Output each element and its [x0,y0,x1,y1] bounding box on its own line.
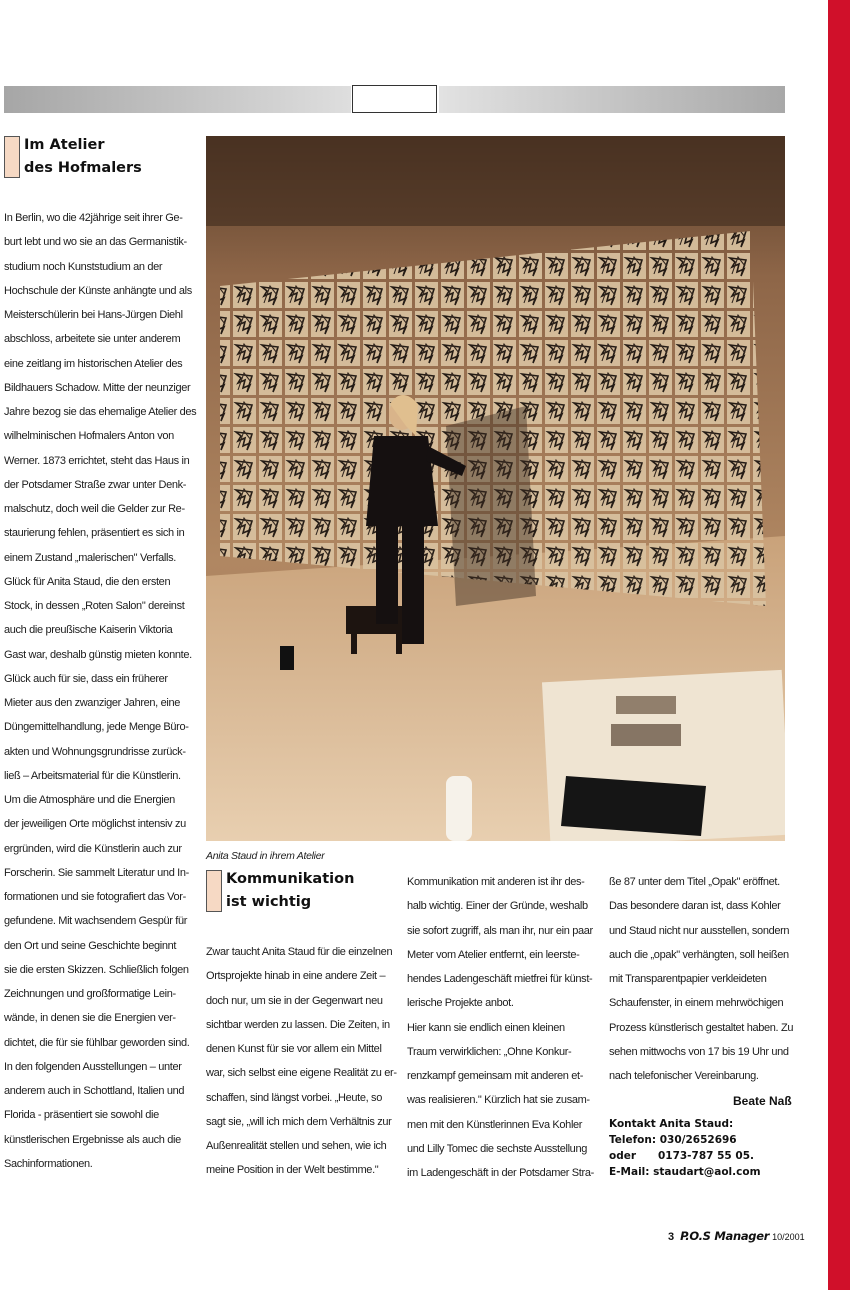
text-line: sagt sie, „will ich mich dem Verhältnis zur [206,1115,392,1128]
text-line: burt lebt und wo sie an das Germanistik- [4,236,187,249]
text-line: Traum verwirklichen: „Ohne Konkur- [407,1045,572,1058]
text-line: men mit den Künstlerinnen Eva Kohler [407,1118,583,1131]
text-line: Zeichnungen und großformatige Lein- [4,988,176,1000]
text-line: halb wichtig. Einer der Gründe, weshalb [407,900,588,913]
text-line: ße 87 unter dem Titel „Opak" eröffnet. [609,876,780,888]
headline-line: des Hofmalers [24,160,142,176]
text-line: In Berlin, wo die 42jährige seit ihrer Ge- [4,212,183,224]
text-line: doch nur, um sie in der Gegenwart neu [206,994,383,1007]
text-line: denen Kunst für sie vor allem ein Mittel [206,1043,382,1055]
text-line: sie die ersten Skizzen. Schließlich folgen [4,963,189,976]
text-line: Werner. 1873 errichtet, steht das Haus in [4,454,190,467]
text-line: Ortsprojekte hinab in eine andere Zeit – [206,970,386,983]
text-line: Außenrealität stellen und sehen, wie ich [206,1140,387,1152]
author-byline: Beate Naß [733,1094,792,1108]
text-line: Kontakt Anita Staud: [609,1118,734,1130]
headline-atelier [4,134,142,180]
text-line: malschutz, doch weil die Gelder zur Re- [4,503,185,515]
text-line: und Staud nicht nur ausstellen, sondern [609,924,790,937]
text-line: gefundene. Mit wachsendem Gespür für [4,915,188,928]
text-line: meine Position in der Welt bestimme." [206,1164,379,1177]
text-line: nach telefonischer Vereinbarung. [609,1070,759,1082]
text-line: studium noch Kunststudium an der [4,260,163,273]
text-line: eine zeitlang im historischen Atelier des [4,357,183,370]
text-line: Hochschule der Künste anhängte und als [4,284,192,297]
text-line: wilhelminischen Hofmalers Anton von [4,430,174,443]
article-column-2 [206,940,402,1183]
text-line: auch die „opak" verhängten, soll heißen [609,948,789,961]
text-line: anderem auch in Schottland, Italien und [4,1085,185,1097]
text-line: renzkampf gemeinsam mit anderen et- [407,1070,584,1082]
text-line: Meter vom Atelier entfernt, ein leerste- [407,948,580,961]
text-line: E-Mail: staudart@aol.com [609,1166,761,1178]
text-line: sehen mittwochs von 17 bis 19 Uhr und [609,1045,789,1058]
text-line: abschloss, arbeitete sie unter anderem [4,333,181,346]
text-line: Kommunikation mit anderen ist ihr des- [407,876,585,888]
header-gradient-right [439,86,785,113]
issue-number: 10/2001 [772,1232,805,1242]
text-line: dichtet, die für sie fühlbar geworden sind. [4,1036,190,1049]
photo-caption: Anita Staud in ihrem Atelier [206,850,325,862]
headline-kommunikation [206,868,354,914]
article-column-3 [407,870,603,1185]
text-line: war, sich selbst eine eigene Realität zu er- [206,1067,397,1080]
contact-info [609,1116,761,1180]
text-line: sichtbar werden zu lassen. Die Zeiten, in [206,1018,390,1031]
text-line: schaffen, sind längst vorbei. „Heute, so [206,1091,382,1104]
headline-line: Kommunikation [226,871,355,887]
text-line: künstlerischen Ergebnisse als auch die [4,1133,181,1146]
header-gradient-left [4,86,351,113]
text-line: lerische Projekte anbot. [407,997,514,1010]
article-column-4 [609,870,799,1088]
text-line: Glück auch für sie, dass ein früherer [4,672,168,685]
text-line: den Ort und seine Geschichte beginnt [4,939,177,952]
magazine-name: P.O.S Manager [680,1229,770,1243]
text-line: hendes Ladengeschäft mietfrei für künst- [407,973,593,985]
text-line: Stock, in dessen „Roten Salon" dereinst [4,600,185,612]
headline-marker [4,136,20,178]
text-line: Prozess künstlerisch gestaltet haben. Zu [609,1021,794,1034]
text-line: Glück für Anita Staud, die den ersten [4,575,171,588]
headline-line: ist wichtig [226,894,312,910]
text-line: Zwar taucht Anita Staud für die einzelnen [206,946,393,958]
text-line: Düngemittelhandlung, jede Menge Büro- [4,721,189,734]
text-line: im Ladengeschäft in der Potsdamer Stra- [407,1167,594,1179]
page-footer [668,1229,805,1243]
text-line: Schaufenster, in einem mehrwöchigen [609,997,784,1010]
text-line: mit Transparentpapier verkleideten [609,973,767,985]
header-box [352,85,437,113]
text-line: Das besondere daran ist, dass Kohler [609,900,781,913]
text-line: Bildhauers Schadow. Mitte der neunziger [4,381,191,394]
text-line: sie sofort zugriff, als man ihr, nur ein paar [407,924,593,937]
atelier-photo [206,136,785,841]
text-line: staurierung fehlen, präsentiert es sich in [4,527,185,540]
text-line: Jahre bezog sie das ehemalige Atelier des [4,406,197,418]
text-line: Meisterschülerin bei Hans-Jürgen Diehl [4,309,183,321]
text-line: Um die Atmosphäre und die Energien [4,794,175,806]
page-number: 3 [668,1231,675,1243]
text-line: ließ – Arbeitsmaterial für die Künstlerin. [4,769,181,782]
text-line: Sachinformationen. [4,1157,93,1170]
text-line: oder 0173-787 55 05. [609,1150,754,1162]
text-line: was realisieren." Kürzlich hat sie zusam- [407,1094,590,1107]
text-line: Telefon: 030/2652696 [609,1134,737,1146]
text-line: Hier kann sie endlich einen kleinen [407,1021,565,1034]
text-line: und Lilly Tomec die sechste Ausstellung [407,1142,587,1155]
text-line: Mieter aus den zwanziger Jahren, eine [4,697,180,709]
text-line: akten und Wohnungsgrundrisse zurück- [4,745,186,758]
text-line: Forscherin. Sie sammelt Literatur und In- [4,866,189,879]
text-line: einem Zustand „malerischen" Verfalls. [4,551,176,564]
article-column-1 [4,206,200,1176]
text-line: Florida - präsentiert sie sowohl die [4,1109,159,1122]
text-line: auch die preußische Kaiserin Viktoria [4,624,173,637]
headline-line: Im Atelier [24,137,105,153]
text-line: der jeweiligen Orte möglichst intensiv zu [4,818,186,831]
text-line: der Potsdamer Straße zwar unter Denk- [4,478,187,491]
text-line: Gast war, deshalb günstig mieten konnte. [4,648,192,661]
text-line: formationen und sie fotografiert das Vor- [4,891,186,903]
text-line: In den folgenden Ausstellungen – unter [4,1060,182,1073]
red-edge-bar [828,0,850,1290]
text-line: ergründen, wird die Künstlerin auch zur [4,842,182,855]
headline-marker [206,870,222,912]
text-line: wände, in denen sie die Energien ver- [4,1012,176,1025]
